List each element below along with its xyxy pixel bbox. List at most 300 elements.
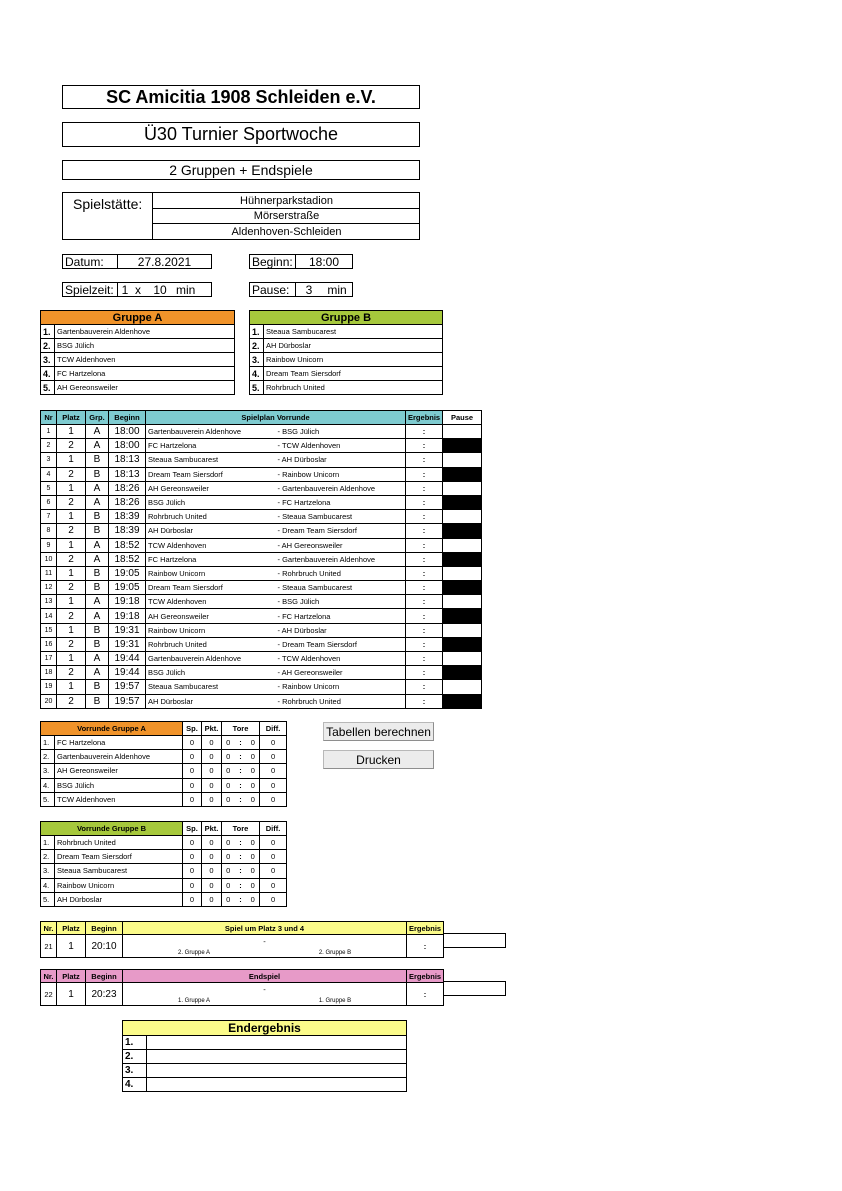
team-name: AH Dürboslar [264,339,443,353]
place-label: 3. [123,1064,147,1078]
match-platz: 2 [57,495,86,509]
match-time: 18:52 [109,538,146,552]
final-title: Endspiel [123,970,407,983]
away-team: - AH Dürboslar [276,453,406,467]
col-pause: Pause [443,411,482,425]
standing-diff: 0 [260,750,287,764]
team-rank: 1. [41,325,55,339]
match-nr: 14 [41,609,57,623]
match-platz: 2 [57,694,86,708]
col-beginn: Beginn [86,970,123,983]
match-group: A [86,552,109,566]
away-team: - Gartenbauverein Aldenhove [276,552,406,566]
standing-sp: 0 [183,750,202,764]
away-team: - Dream Team Siersdorf [276,637,406,651]
standing-pkt: 0 [202,878,222,892]
col-ergebnis: Ergebnis [407,970,444,983]
standing-goals-for: 0 [222,864,235,878]
team-name: Steaua Sambucarest [264,325,443,339]
team-rank: 5. [41,381,55,395]
match-sub [123,997,407,1006]
pause-cell [443,439,482,453]
home-team: FC Hartzelona [146,439,276,453]
standing-diff: 0 [260,892,287,906]
sub-home: 1. Gruppe A [177,997,211,1004]
standing-team: Dream Team Siersdorf [55,850,183,864]
place-value [147,1078,407,1092]
col-sp: Sp. [183,822,202,836]
standing-goals-for: 0 [222,750,235,764]
standings-b-title: Vorrunde Gruppe B [41,822,183,836]
standing-diff: 0 [260,836,287,850]
pause-value: 3 [305,282,313,297]
team-rank: 4. [250,367,264,381]
match-row [41,623,482,637]
home-team: Rainbow Unicorn [146,566,276,580]
match-result: : [406,538,443,552]
match-result: : [406,524,443,538]
match-row [41,453,482,467]
third-place-extra-cell [443,933,506,948]
match-group: B [86,510,109,524]
match-result: : [406,609,443,623]
team-rank: 5. [250,381,264,395]
standings-row [41,864,287,878]
match-result: : [406,652,443,666]
match-nr: 21 [41,935,57,958]
match-platz: 1 [57,623,86,637]
pause-cell [443,581,482,595]
datum-value: 27.8.2021 [137,254,192,269]
standing-goals-for: 0 [222,778,235,792]
home-team: Gartenbauverein Aldenhove [146,425,276,439]
standing-goals-for: 0 [222,892,235,906]
tournament-title: Ü30 Turnier Sportwoche [62,122,420,147]
standing-rank: 2. [41,750,55,764]
standing-team: Steaua Sambucarest [55,864,183,878]
match-row [41,652,482,666]
match-result: : [406,453,443,467]
standing-goals-against: 0 [247,836,260,850]
group-team-row [250,367,443,381]
standing-goals-against: 0 [247,892,260,906]
group-a-header: Gruppe A [41,311,235,325]
spielzeit-count: 1 [121,282,129,297]
home-team: Dream Team Siersdorf [146,467,276,481]
match-nr: 17 [41,652,57,666]
away-team: - Rohrbruch United [276,694,406,708]
standing-rank: 4. [41,878,55,892]
pause-unit: min [327,282,347,297]
match-nr: 6 [41,495,57,509]
club-title: SC Amicitia 1908 Schleiden e.V. [62,85,420,109]
match-time: 18:13 [109,467,146,481]
match-group: A [86,609,109,623]
match-result: : [406,680,443,694]
match-platz: 1 [57,453,86,467]
standing-diff: 0 [260,850,287,864]
pause-cell [443,467,482,481]
standing-rank: 3. [41,764,55,778]
spielzeit-x: x [135,282,141,297]
col-nr: Nr. [41,922,57,935]
match-row [41,552,482,566]
third-place-title: Spiel um Platz 3 und 4 [123,922,407,935]
venue-lines [152,193,420,239]
spielzeit-min: 10 [153,282,167,297]
final-result-title: Endergebnis [123,1021,407,1036]
match-result: : [406,637,443,651]
standings-row [41,850,287,864]
standing-team: Gartenbauverein Aldenhove [55,750,183,764]
col-ergebnis: Ergebnis [406,411,443,425]
match-group: A [86,666,109,680]
away-team: - AH Dürboslar [276,623,406,637]
match-time: 19:05 [109,566,146,580]
group-team-row [41,325,235,339]
away-team: - AH Gereonsweiler [276,538,406,552]
format-title: 2 Gruppen + Endspiele [62,160,420,180]
home-team: Rohrbruch United [146,510,276,524]
home-team: AH Dürboslar [146,524,276,538]
match-time: 19:18 [109,595,146,609]
standing-rank: 1. [41,736,55,750]
match-platz: 1 [57,510,86,524]
standing-pkt: 0 [202,750,222,764]
standing-goals-against: 0 [247,750,260,764]
team-rank: 3. [41,353,55,367]
home-team: AH Gereonsweiler [146,609,276,623]
away-team: - Rohrbruch United [276,566,406,580]
home-team: BSG Jülich [146,495,276,509]
standing-pkt: 0 [202,764,222,778]
standing-sp: 0 [183,736,202,750]
pause-cell [443,495,482,509]
match-time: 18:00 [109,439,146,453]
standing-pkt: 0 [202,864,222,878]
schedule-table [40,410,482,709]
home-team: Dream Team Siersdorf [146,581,276,595]
group-team-row [250,325,443,339]
standings-row [41,750,287,764]
venue-line: Aldenhoven-Schleiden [231,225,342,238]
standing-sp: 0 [183,864,202,878]
team-name: FC Hartzelona [55,367,235,381]
group-b-header: Gruppe B [250,311,443,325]
place-value [147,1064,407,1078]
spielzeit-unit: min [176,282,196,297]
match-group: A [86,439,109,453]
match-group: B [86,467,109,481]
away-team: - AH Gereonsweiler [276,666,406,680]
away-team: - Dream Team Siersdorf [276,524,406,538]
col-beginn: Beginn [109,411,146,425]
team-name: BSG Jülich [55,339,235,353]
standings-row [41,836,287,850]
team-rank: 2. [250,339,264,353]
match-nr: 19 [41,680,57,694]
match-time: 19:44 [109,666,146,680]
sub-home: 2. Gruppe A [177,949,211,956]
match-time: 18:00 [109,425,146,439]
home-team: BSG Jülich [146,666,276,680]
match-result: : [406,481,443,495]
match-group: A [86,495,109,509]
match-time: 19:05 [109,581,146,595]
match-result: : [406,566,443,580]
match-platz: 1 [57,425,86,439]
match-time: 20:23 [86,983,123,1006]
away-team: - BSG Jülich [276,425,406,439]
home-team: Rainbow Unicorn [146,623,276,637]
match-result: : [406,439,443,453]
team-name: Rohrbruch United [264,381,443,395]
place-value [147,1036,407,1050]
standing-rank: 3. [41,864,55,878]
home-team: FC Hartzelona [146,552,276,566]
team-rank: 1. [250,325,264,339]
match-row [41,609,482,623]
standing-diff: 0 [260,792,287,806]
pause-cell [443,425,482,439]
match-row [41,425,482,439]
standings-row [41,878,287,892]
match-group: B [86,453,109,467]
schedule-header-row [41,411,482,425]
home-team: AH Gereonsweiler [146,481,276,495]
match-row [41,510,482,524]
venue-label: Spielstätte: [73,196,143,212]
standing-goals-for: 0 [222,764,235,778]
standing-sp: 0 [183,850,202,864]
spielzeit-label: Spielzeit: [63,283,118,296]
beginn-field [249,254,353,269]
away-team: - TCW Aldenhoven [276,652,406,666]
standing-team: Rainbow Unicorn [55,878,183,892]
match-nr: 4 [41,467,57,481]
standings-row [41,736,287,750]
standings-a-table [40,721,287,807]
match-time: 18:13 [109,453,146,467]
match-nr: 15 [41,623,57,637]
match-platz: 2 [57,439,86,453]
place-label: 2. [123,1050,147,1064]
match-platz: 1 [57,481,86,495]
col-diff: Diff. [260,822,287,836]
pause-cell [443,453,482,467]
match-nr: 8 [41,524,57,538]
match-platz: 2 [57,666,86,680]
match-platz: 1 [57,983,86,1006]
match-group: A [86,538,109,552]
match-nr: 16 [41,637,57,651]
col-spielplan: Spielplan Vorrunde [146,411,406,425]
match-time: 19:44 [109,652,146,666]
home-team: TCW Aldenhoven [146,595,276,609]
team-name: Dream Team Siersdorf [264,367,443,381]
match-group: B [86,524,109,538]
standing-team: AH Dürboslar [55,892,183,906]
away-team: - Steaua Sambucarest [276,510,406,524]
standing-colon: : [235,736,247,750]
col-nr: Nr [41,411,57,425]
match-result: : [406,510,443,524]
match-row [41,481,482,495]
away-team: - Rainbow Unicorn [276,467,406,481]
away-team: - BSG Jülich [276,595,406,609]
group-team-row [41,339,235,353]
col-diff: Diff. [260,722,287,736]
standing-goals-against: 0 [247,778,260,792]
standing-rank: 4. [41,778,55,792]
standing-sp: 0 [183,836,202,850]
col-pkt: Pkt. [202,822,222,836]
match-platz: 2 [57,467,86,481]
match-result: : [406,581,443,595]
standing-sp: 0 [183,764,202,778]
home-team: Steaua Sambucarest [146,680,276,694]
standing-rank: 5. [41,892,55,906]
match-row [41,595,482,609]
col-nr: Nr. [41,970,57,983]
match-platz: 2 [57,552,86,566]
final-extra-cell [443,981,506,996]
sub-away: 1. Gruppe B [318,997,352,1004]
match-group: A [86,425,109,439]
group-b-table [249,310,443,395]
beginn-label: Beginn: [250,255,296,268]
match-time: 19:31 [109,637,146,651]
standing-diff: 0 [260,778,287,792]
away-team: - Gartenbauverein Aldenhove [276,481,406,495]
group-team-row [41,367,235,381]
match-platz: 1 [57,595,86,609]
datum-label: Datum: [63,255,118,268]
match-result: : [406,425,443,439]
pause-cell [443,666,482,680]
standing-team: AH Gereonsweiler [55,764,183,778]
match-row [41,439,482,453]
col-platz: Platz [57,411,86,425]
match-row [41,694,482,708]
team-rank: 3. [250,353,264,367]
col-platz: Platz [57,922,86,935]
calculate-tables-button[interactable]: Tabellen berechnen [323,722,434,741]
standings-row [41,764,287,778]
place-label: 4. [123,1078,147,1092]
standing-goals-against: 0 [247,792,260,806]
away-team: - FC Hartzelona [276,609,406,623]
standings-b-table [40,821,287,907]
standing-goals-against: 0 [247,878,260,892]
standing-pkt: 0 [202,836,222,850]
col-platz: Platz [57,970,86,983]
match-time: 18:52 [109,552,146,566]
team-name: Gartenbauverein Aldenhove [55,325,235,339]
pause-cell [443,652,482,666]
standing-team: BSG Jülich [55,778,183,792]
home-team: Steaua Sambucarest [146,453,276,467]
pause-cell [443,609,482,623]
match-time: 18:26 [109,481,146,495]
match-result: : [406,467,443,481]
standings-row [41,778,287,792]
group-a-table [40,310,235,395]
match-row [41,637,482,651]
standing-colon: : [235,750,247,764]
match-time: 19:57 [109,680,146,694]
standing-team: FC Hartzelona [55,736,183,750]
pause-field [249,282,353,297]
match-row [41,666,482,680]
standing-colon: : [235,764,247,778]
final-table [40,969,444,1006]
match-row [41,495,482,509]
match-sub [123,949,407,958]
standing-diff: 0 [260,864,287,878]
match-dash: - [123,935,407,949]
sub-away: 2. Gruppe B [318,949,352,956]
match-result: : [406,666,443,680]
match-nr: 3 [41,453,57,467]
team-name: Rainbow Unicorn [264,353,443,367]
pause-cell [443,524,482,538]
match-group: B [86,694,109,708]
standing-goals-against: 0 [247,736,260,750]
match-result: : [407,983,444,1006]
match-platz: 2 [57,524,86,538]
standing-goals-against: 0 [247,764,260,778]
venue-box [62,192,420,240]
pause-cell [443,637,482,651]
standing-sp: 0 [183,778,202,792]
match-group: B [86,566,109,580]
standing-sp: 0 [183,792,202,806]
home-team: TCW Aldenhoven [146,538,276,552]
pause-label: Pause: [250,283,296,296]
place-label: 1. [123,1036,147,1050]
standing-goals-for: 0 [222,736,235,750]
group-team-row [250,381,443,395]
standings-row [41,892,287,906]
standings-row [41,792,287,806]
match-time: 18:39 [109,510,146,524]
match-nr: 13 [41,595,57,609]
col-sp: Sp. [183,722,202,736]
group-team-row [41,353,235,367]
col-beginn: Beginn [86,922,123,935]
standing-diff: 0 [260,764,287,778]
venue-line: Mörserstraße [153,209,420,224]
match-row [41,538,482,552]
match-group: B [86,581,109,595]
standings-a-title: Vorrunde Gruppe A [41,722,183,736]
match-result: : [407,935,444,958]
match-row [41,467,482,481]
match-nr: 20 [41,694,57,708]
standing-goals-for: 0 [222,792,235,806]
col-pkt: Pkt. [202,722,222,736]
spielzeit-field [62,282,212,297]
match-time: 19:57 [109,694,146,708]
match-group: A [86,652,109,666]
match-platz: 1 [57,935,86,958]
match-row [41,680,482,694]
final-result-table [122,1020,407,1092]
standing-pkt: 0 [202,892,222,906]
col-tore: Tore [222,722,260,736]
print-button[interactable]: Drucken [323,750,434,769]
